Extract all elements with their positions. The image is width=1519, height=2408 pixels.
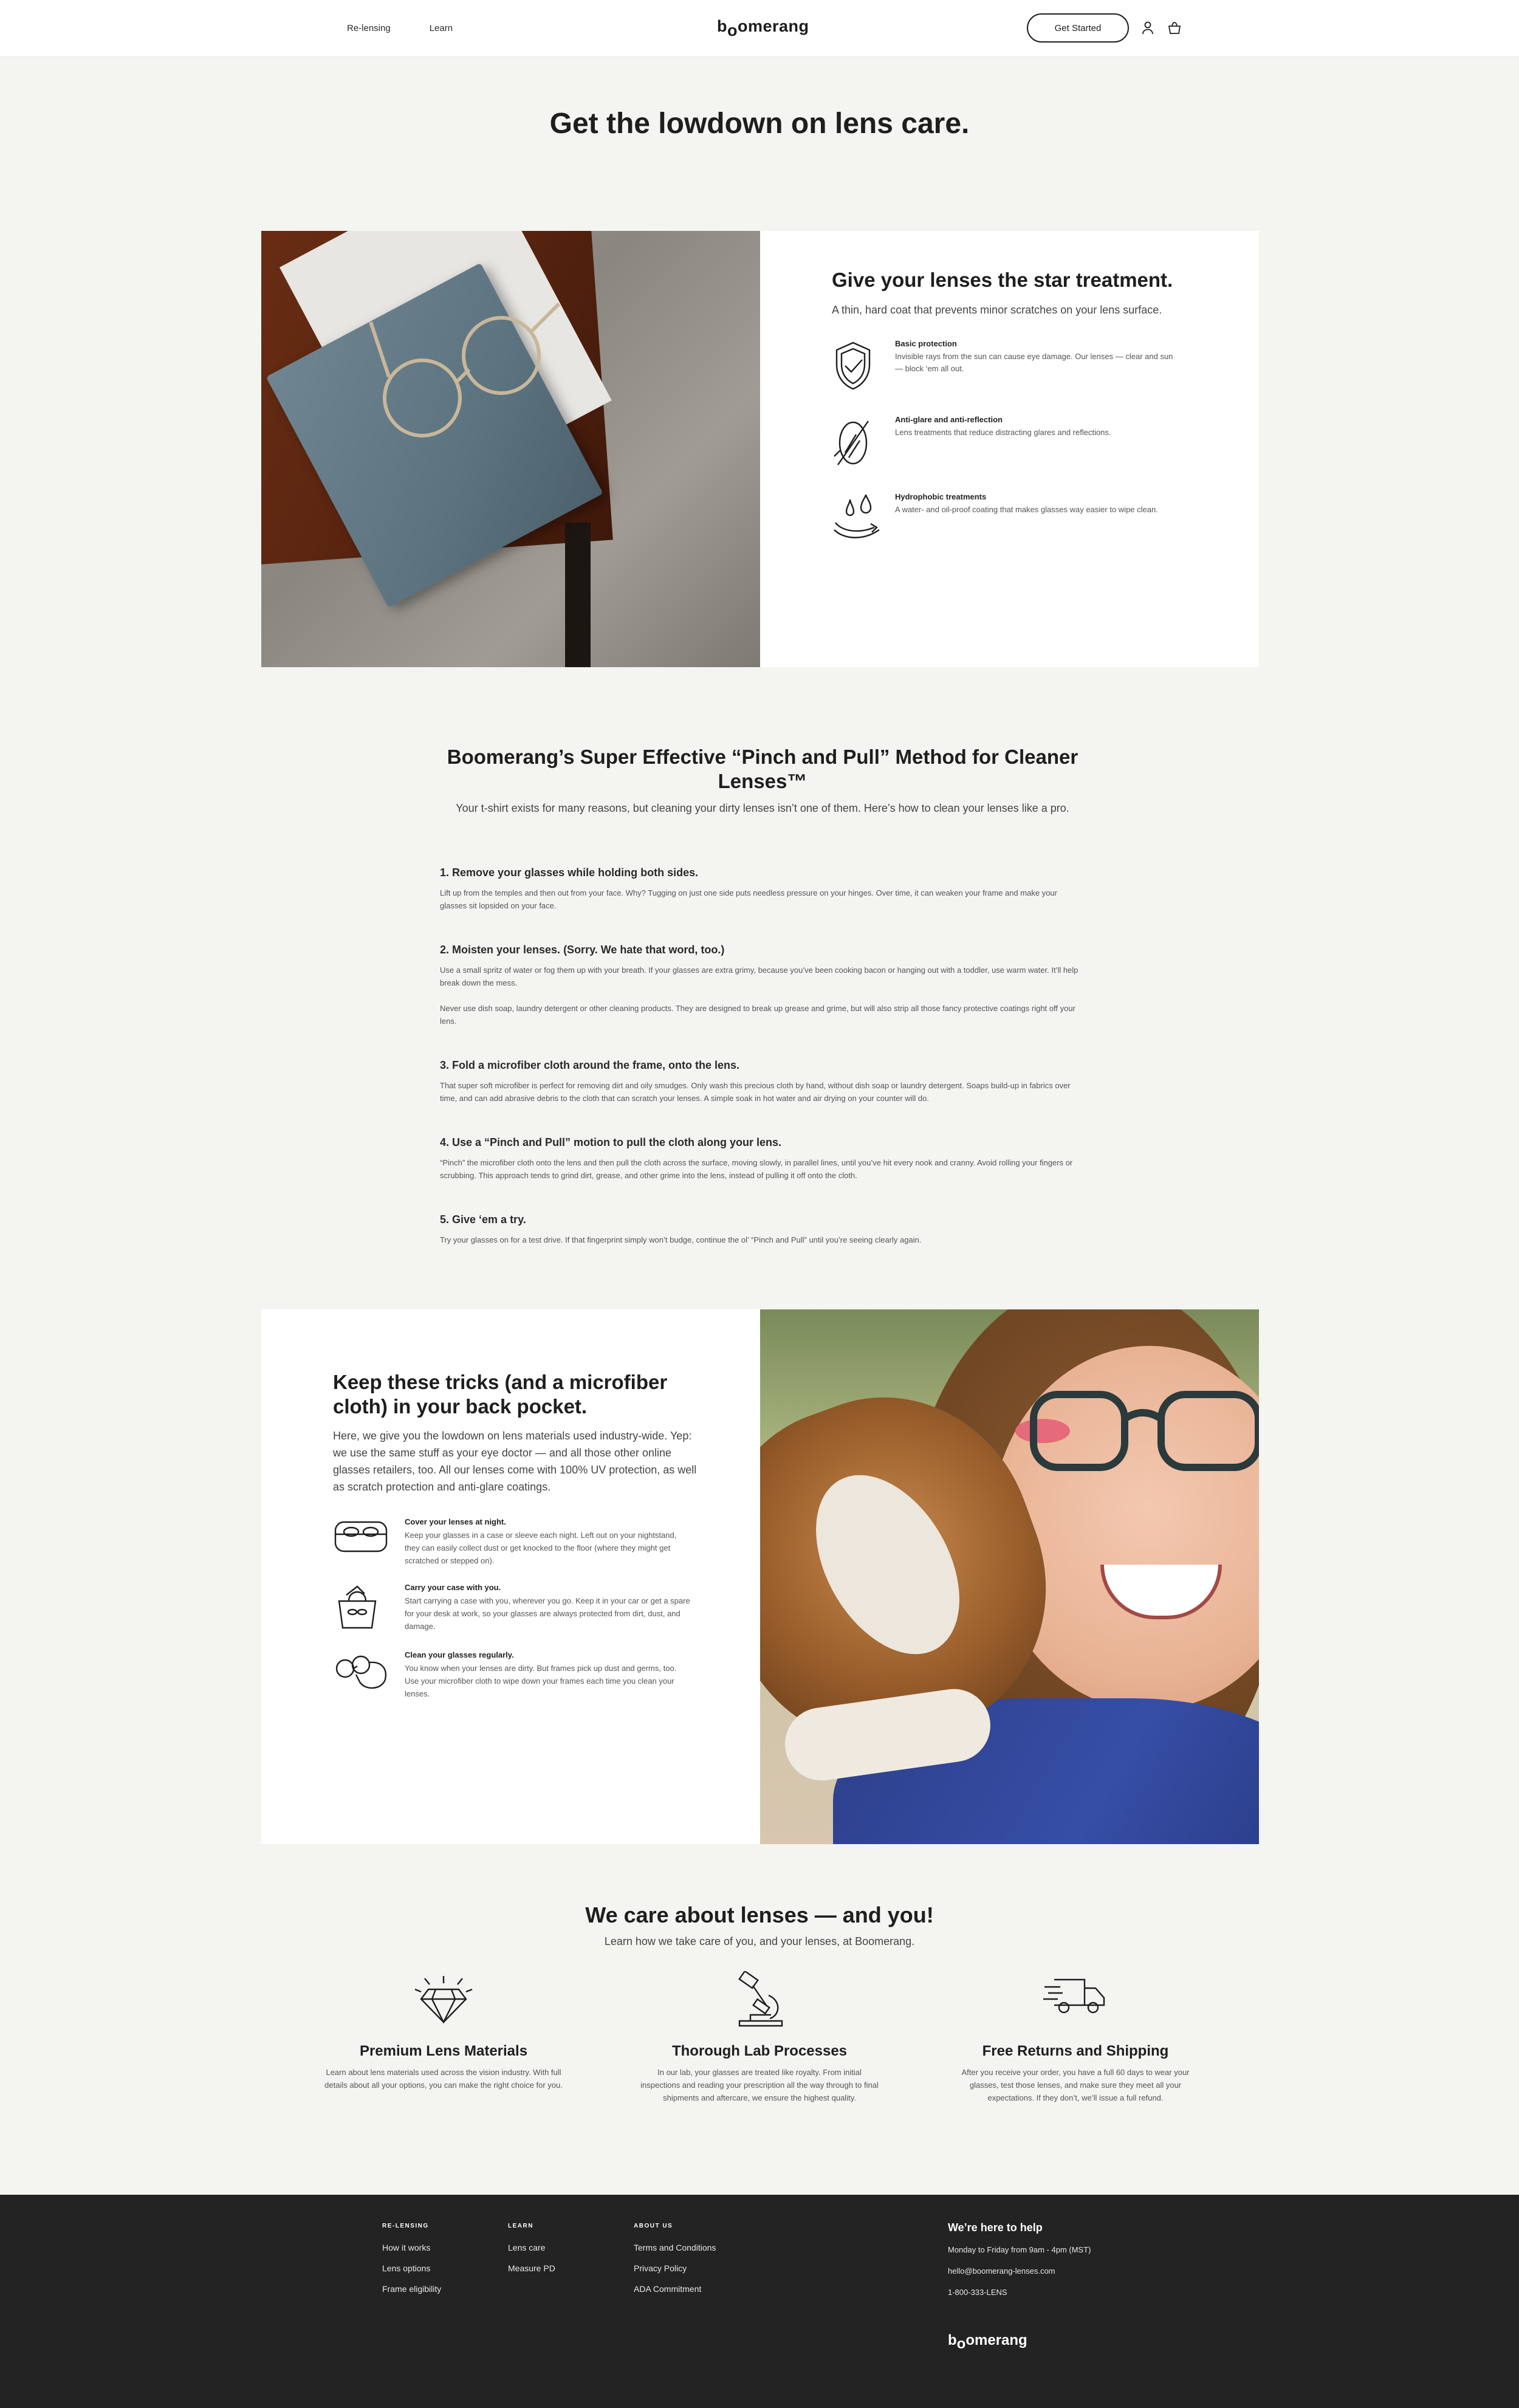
method-step	[440, 1136, 1085, 1182]
tip-desc: You know when your lenses are dirty. But frames pick up dust and germs, too. Use your microfiber cloth to wipe down your frames each time you clean your lenses.	[405, 1664, 677, 1698]
step-text: “Pinch” the microfiber cloth onto the lens and then pull the cloth across the surface, moving slowly, in parallel lines, until you’ve hit every nook and cranny. Avoid rolling your fingers or scrubbing. This approach tends to grind dirt, grease, and other grime into the lens, instead of pulling it off onto the cloth.	[440, 1158, 1073, 1180]
help-email[interactable]: hello@boomerang-lenses.com	[948, 2266, 1055, 2276]
site-header	[0, 0, 1519, 57]
footer-link-terms[interactable]: Terms and Conditions	[634, 2243, 716, 2252]
logo-rest: omerang	[738, 17, 809, 35]
header-actions	[1027, 13, 1181, 43]
footer-help	[948, 2221, 1091, 2309]
step-text: Lift up from the temples and then out from your face. Why? Tugging on just one side puts needless pressure on your hinges. Over time, it can weaken your frame and make your glasses sit lopsided on your face.	[440, 888, 1057, 910]
footer-heading: LEARN	[508, 2223, 533, 2229]
tricks-lead: Here, we give you the lowdown on lens materials used industry-wide. Yep: we use the same stuff as your eye doctor — and all those other online glasses retailers, too. All our lenses come with 100% UV protection, as well as scratch protection and anti-glare coatings.	[333, 1430, 697, 1493]
method-intro: Your t-shirt exists for many reasons, but cleaning your dirty lenses isn’t one of them. Here’s how to clean your lenses like a pro.	[456, 802, 1069, 814]
nav-relensing-link[interactable]: Re-lensing	[347, 23, 391, 33]
shield-check-icon	[832, 339, 895, 394]
get-started-button[interactable]: Get Started	[1027, 13, 1129, 43]
care-section	[0, 1844, 1519, 2104]
logo-letter-b: b	[717, 17, 727, 35]
care-card-title: Free Returns and Shipping	[982, 2043, 1169, 2059]
tricks-panel	[261, 1309, 760, 1844]
help-title: We’re here to help	[948, 2221, 1043, 2234]
primary-nav	[347, 23, 453, 33]
feature-title: Hydrophobic treatments	[895, 492, 987, 501]
care-subtitle: Learn how we take care of you, and your lenses, at Boomerang.	[604, 1935, 915, 1947]
footer-link-how-it-works[interactable]: How it works	[382, 2243, 431, 2252]
care-columns	[286, 1971, 1233, 2104]
step-text: Never use dish soap, laundry detergent or other cleaning products. They are designed to break up grease and grime, but will also strip all those fancy protective coatings right off your lens.	[440, 1004, 1075, 1026]
method-step	[440, 1213, 1085, 1246]
feature-desc: Invisible rays from the sun can cause eye damage. Our lenses — clear and sun — block ‘em all out.	[895, 352, 1173, 373]
logo-rest: omerang	[965, 2332, 1027, 2348]
step-title: 5. Give ‘em a try.	[440, 1213, 526, 1226]
cleaning-cloth-icon	[333, 1650, 405, 1700]
feature-title: Anti-glare and anti-reflection	[895, 415, 1003, 424]
tricks-section	[261, 1309, 1259, 1844]
step-title: 4. Use a “Pinch and Pull” motion to pull the cloth along your lens.	[440, 1136, 782, 1148]
lens-glare-icon	[832, 415, 895, 472]
tip-item	[333, 1517, 760, 1567]
footer-heading: RE-LENSING	[382, 2223, 429, 2229]
method-title: Boomerang’s Super Effective “Pinch and Pull” Method for Cleaner Lenses™	[447, 746, 1078, 792]
feature-item	[832, 492, 1259, 545]
tricks-wrapper	[0, 1309, 1519, 1844]
step-text: Try your glasses on for a test drive. If that fingerprint simply won’t budge, continue the ol’ “Pinch and Pull” until you’re seeing clearly again.	[440, 1235, 922, 1244]
feature-desc: Lens treatments that reduce distracting glares and reflections.	[895, 428, 1111, 437]
method-steps	[440, 866, 1085, 1246]
treatment-section	[261, 231, 1259, 667]
step-title: 2. Moisten your lenses. (Sorry. We hate that word, too.)	[440, 944, 725, 956]
care-card	[602, 1971, 917, 2104]
site-logo[interactable]	[717, 17, 809, 39]
cart-icon[interactable]	[1168, 21, 1181, 35]
pinch-and-pull-section	[440, 745, 1085, 1246]
tip-item	[333, 1583, 760, 1634]
microscope-icon	[602, 1971, 917, 2032]
care-card	[917, 1971, 1233, 2104]
treatment-panel	[760, 231, 1259, 667]
care-card-desc: After you receive your order, you have a full 60 days to wear your glasses, test those lenses, and make sure they meet all your expectations. If they don’t, we’ll issue a full refund.	[961, 2068, 1190, 2102]
footer-col-relensing	[382, 2223, 441, 2305]
diamond-icon	[286, 1971, 602, 2032]
footer-link-lens-options[interactable]: Lens options	[382, 2263, 431, 2273]
method-step	[440, 1059, 1085, 1105]
footer-col-about	[634, 2223, 716, 2305]
feature-title: Basic protection	[895, 339, 957, 348]
nav-learn-link[interactable]: Learn	[429, 23, 453, 33]
footer-link-frame-eligibility[interactable]: Frame eligibility	[382, 2284, 442, 2294]
care-card	[286, 1971, 602, 2104]
footer-link-measure-pd[interactable]: Measure PD	[508, 2263, 555, 2273]
method-step	[440, 866, 1085, 912]
help-phone[interactable]: 1-800-333-LENS	[948, 2288, 1007, 2297]
logo-letter-b: b	[948, 2332, 957, 2348]
tip-item	[333, 1650, 760, 1700]
site-footer	[0, 2195, 1519, 2408]
feature-item	[832, 415, 1259, 472]
photo-table-leg	[565, 523, 591, 667]
photo-girl-glasses	[1027, 1382, 1259, 1486]
care-title: We care about lenses — and you!	[585, 1902, 934, 1927]
step-text: Use a small spritz of water or fog them up with your breath. If your glasses are extra grimy, because you’ve been cooking bacon or hanging out with a toddler, use warm water. It’ll help break down the mess.	[440, 966, 1078, 987]
footer-heading: ABOUT US	[634, 2223, 673, 2229]
help-hours: Monday to Friday from 9am - 4pm (MST)	[948, 2245, 1091, 2254]
glasses-case-icon	[333, 1517, 405, 1567]
step-text: That super soft microfiber is perfect for removing dirt and oily smudges. Only wash this precious cloth by hand, without dish soap or laundry detergent. Soaps build-up in fabrics over time, and can add abrasive debris to the cloth that can scratch your lenses. A simple soak in hot water and air drying on your counter will do.	[440, 1081, 1071, 1103]
footer-link-ada[interactable]: ADA Commitment	[634, 2284, 702, 2294]
footer-col-learn	[508, 2223, 555, 2284]
footer-link-privacy[interactable]: Privacy Policy	[634, 2263, 687, 2273]
tip-title: Carry your case with you.	[405, 1583, 501, 1592]
tip-desc: Start carrying a case with you, wherever you go. Keep it in your car or get a spare for your desk at work, so your glasses are always protected from dirt, dust, and damage.	[405, 1596, 690, 1631]
method-step	[440, 944, 1085, 1027]
logo-letter-o: o	[956, 2336, 966, 2352]
feature-item	[832, 339, 1259, 394]
glasses-on-notebook-photo	[261, 231, 760, 667]
tricks-title: Keep these tricks (and a microfiber cloth) in your back pocket.	[333, 1371, 668, 1418]
footer-link-lens-care[interactable]: Lens care	[508, 2243, 546, 2252]
care-card-title: Thorough Lab Processes	[671, 2043, 848, 2059]
handbag-icon	[333, 1583, 405, 1634]
feature-desc: A water- and oil-proof coating that makes glasses way easier to wipe clean.	[895, 505, 1158, 514]
water-drops-icon	[832, 492, 895, 545]
logo-letter-o: o	[727, 21, 738, 39]
tip-title: Clean your glasses regularly.	[405, 1650, 514, 1659]
photo-glasses	[365, 298, 565, 450]
footer-logo[interactable]	[948, 2332, 1027, 2352]
treatment-lead: A thin, hard coat that prevents minor scratches on your lens surface.	[832, 304, 1162, 316]
care-card-title: Premium Lens Materials	[359, 2043, 528, 2059]
user-icon[interactable]	[1142, 21, 1153, 35]
page-title: Get the lowdown on lens care.	[549, 108, 970, 140]
tip-title: Cover your lenses at night.	[405, 1517, 506, 1526]
tip-desc: Keep your glasses in a case or sleeve each night. Left out on your nightstand, they can easily collect dust or get knocked to the floor (where they might get scratched or stepped on).	[405, 1531, 677, 1565]
truck-icon	[917, 1971, 1233, 2032]
girl-with-beagle-photo	[760, 1309, 1259, 1844]
step-title: 3. Fold a microfiber cloth around the frame, onto the lens.	[440, 1059, 740, 1071]
care-card-desc: Learn about lens materials used across the vision industry. With full details about all your options, you can make the right choice for you.	[324, 2068, 563, 2090]
care-card-desc: In our lab, your glasses are treated like royalty. From initial inspections and reading your prescription all the way through to final shipments and aftercare, we ensure the highest quality.	[640, 2068, 879, 2102]
treatment-title: Give your lenses the star treatment.	[832, 269, 1173, 291]
step-title: 1. Remove your glasses while holding both sides.	[440, 866, 699, 879]
